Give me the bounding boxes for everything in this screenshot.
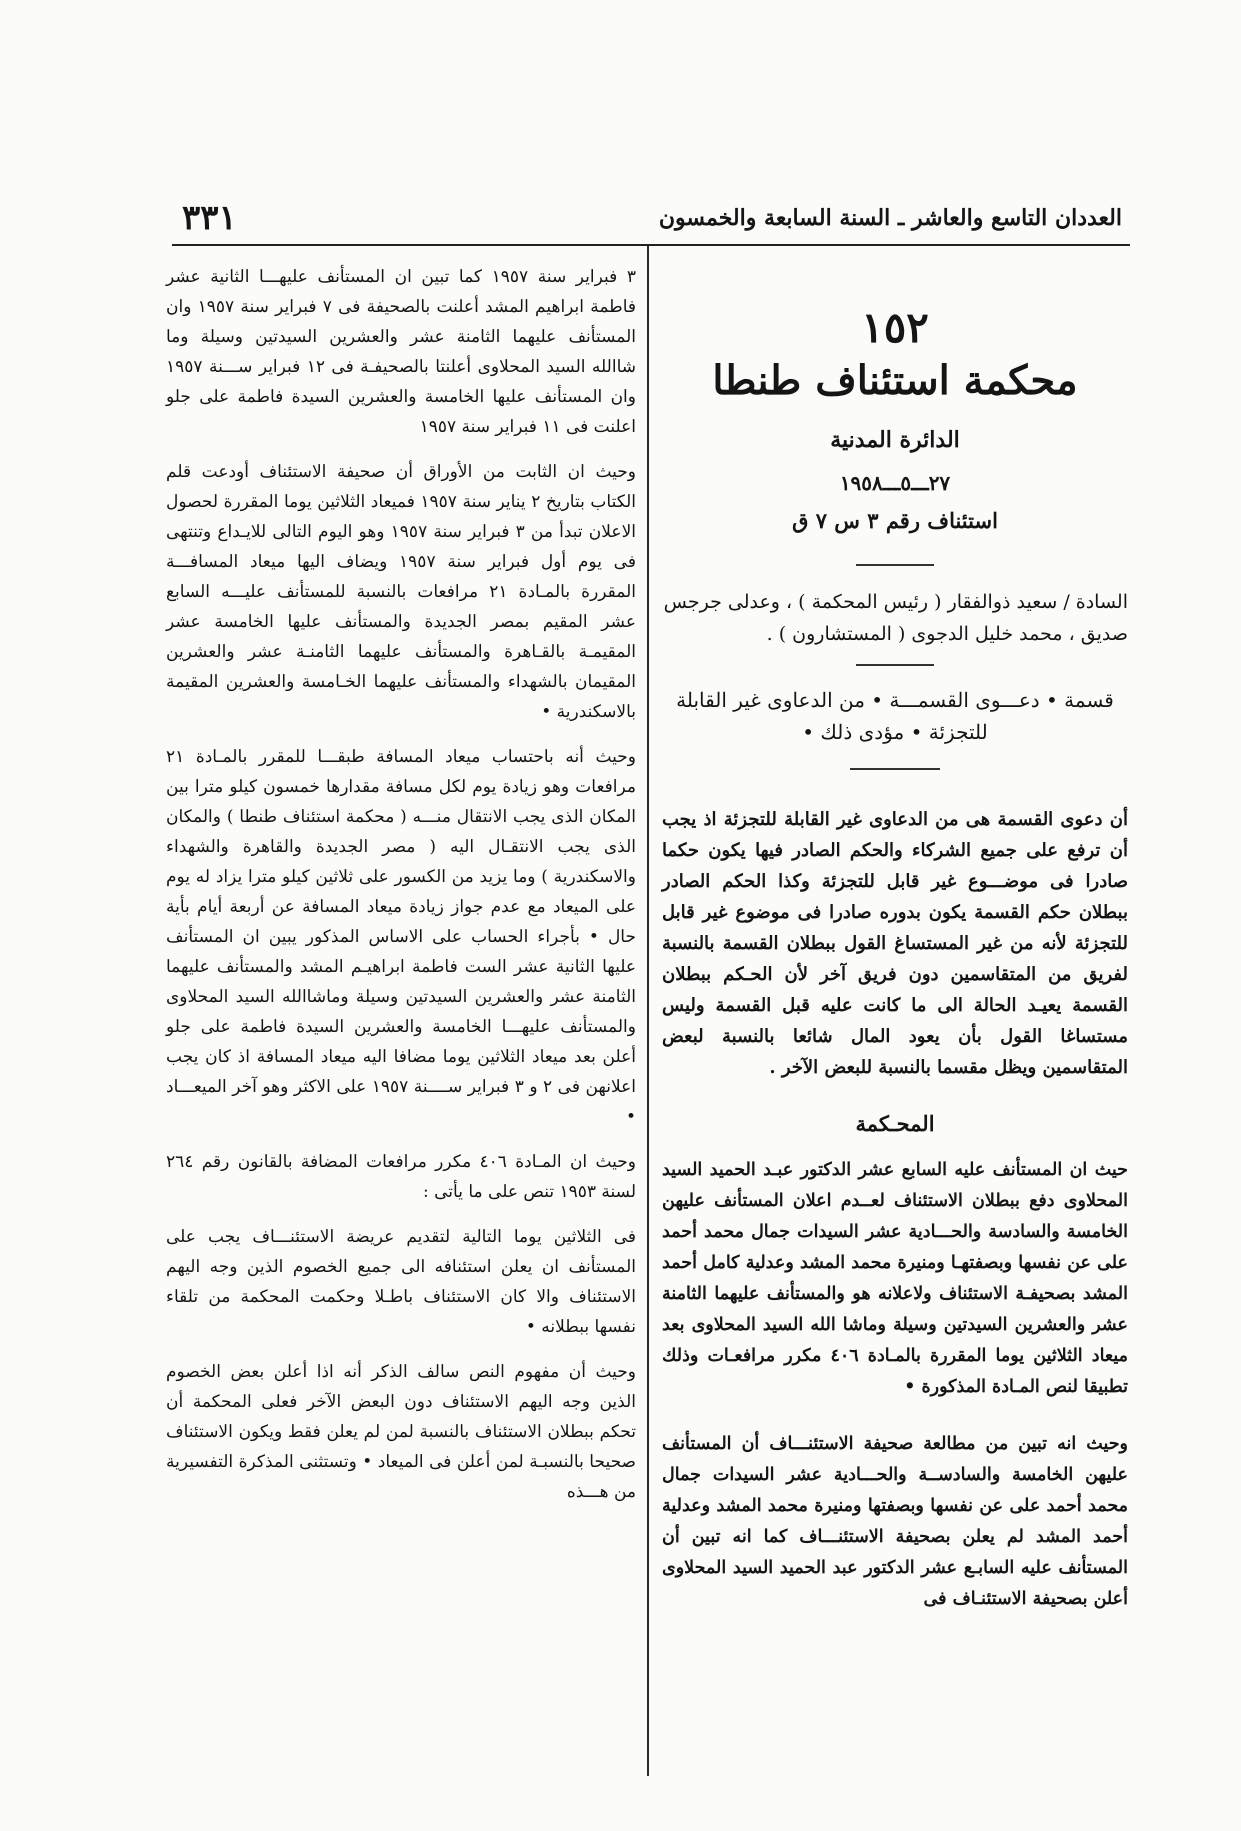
ruling-summary: قسمة • دعـــوى القسمـــة • من الدعاوى غير القابلة للتجزئة • مؤدى ذلك • xyxy=(676,688,1114,744)
body-paragraph: وحيث انه تبين من مطالعة صحيفة الاستئنـــاف أن المستأنف عليهن الخامسة والسادســة والحـــادية عشر السيدات جمال محمد أحمد على عن نفسها وبصفتها ومنيرة محمد المشد وعدلية أحمد المشد لم يعلن بصحيفة الاستئنـــاف كما انه تبين أن المستأنف عليه السابـع عشر الدكتور عبد الحميد السيد المحلاوى أعلن بصحيفة الاستئنـاف فى xyxy=(662,1434,1128,1609)
separator-rule xyxy=(856,564,934,566)
circuit-name: الدائرة المدنية xyxy=(830,427,960,453)
ruling-number: ١٥٢ xyxy=(861,303,929,352)
case-header xyxy=(662,302,1128,538)
running-title: العددان التاسع والعاشر ـ السنة السابعة والخمسون xyxy=(658,205,1122,231)
body-paragraph: وحيث ان الثابت من الأوراق أن صحيفة الاستئناف أودعت قلم الكتاب بتاريخ ٢ يناير سنة ١٩٥٧ فميعاد الثلاثين يوما المقررة لحصول الاعلان تبدأ من ٣ فبراير سنة ١٩٥٧ وهو اليوم التالى للايـداع وتنتهى فى يوم أول فبراير سنة ١٩٥٧ ويضاف اليها ميعاد المسافـــة المقررة بالمـادة ٢١ مرافعات بالنسبة للمستأنف عليـــه السابع عشر المقيم بمصر الجديدة والمستأنف عليها الخامسة عشر المقيمـة بالقـاهرة والمستأنف عليهما الثامنـة عشر والعشرين المقيمان بالشهداء والمستأنف عليهما الخـامسة والعشرين المقيمة بالاسكندرية • xyxy=(166,462,636,722)
header-rule xyxy=(172,244,1130,246)
legal-principle: أن دعوى القسمة هى من الدعاوى غير القابلة للتجزئة اذ يجب أن ترفع على جميع الشركاء والحكم الصادر فيها يكون حكما صادرا فى موضـــوع غير قابل للتجزئة وكذا الحكم الصادر ببطلان حكم القسمة يكون بدوره صادرا فى موضوع غير قابل للتجزئة لأنه من غير المستساغ القول ببطلان القسمة بالنسبة لفريق من المتقاسمين دون فريق آخر لأن الحـكم ببطلان القسمة يعيـد الحالة الى ما كانت عليه قبل القسمة وليس مستساغا القول بأن يعود المال شائعا بالنسبة لبعض المتقاسمين ويظل مقسما بالنسبة للبعض الآخر . xyxy=(662,809,1128,1078)
right-column xyxy=(662,262,1128,1630)
column-divider xyxy=(647,246,649,1776)
ruling-date: ٢٧ـــ٥ـــ١٩٥٨ xyxy=(839,471,951,495)
page-number: ٣٣١ xyxy=(182,198,237,238)
separator-rule xyxy=(850,768,940,770)
court-name: محكمة استئناف طنطا xyxy=(712,357,1078,404)
body-paragraph: حيث ان المستأنف عليه السابع عشر الدكتور عبـد الحميد السيد المحلاوى دفع ببطلان الاستئناف لعــدم اعلان المستأنف عليهن الخامسة والسادسة والحـــادية عشر السيدات جمال محمد أحمد على عن نفسها وبصفتهـا ومنيرة محمد المشد وعدلية كامل أحمد المشد بصحيفـة الاستئناف ولاعلانه هو والمستأنف عليهما الثامنة عشر والعشرين السيدتين وسيلة وماشا الله السيد المحلاوى بعد ميعاد الثلاثين يوما المقررة بالمـادة ٤٠٦ مكرر مرافعـات وذلك تطبيقا لنص المـادة المذكورة • xyxy=(662,1160,1129,1397)
section-title: المحـكمة xyxy=(855,1111,935,1136)
body-paragraph: وحيث أنه باحتساب ميعاد المسافة طبقـــا للمقرر بالمـادة ٢١ مرافعات وهو زيادة يوم لكل مسافة مقدارها خمسون كيلو مترا بين المكان الذى يجب الانتقال منـــه ( محكمة استئناف طنطا ) والمكان الذى يجب الانتقـال اليه ( مصر الجديدة والقاهرة والشهداء والاسكندرية ) وما يزيد من الكسور على ثلاثين كيلو مترا يزاد له يوم على الميعاد مع عدم جواز زيادة ميعاد المسافة عن أربعة أيام بأية حال • بأجراء الحساب على الاساس المذكور يبين ان المستأنف عليها الثانية عشر الست فاطمة ابراهيـم المشد والمستأنف عليهما الثامنة عشر والعشرين السيدتين وسيلة وماشاالله السيد المحلاوى والمستأنف عليهـــا الخامسة والعشرين السيدة فاطمة على جلو أعلن بعد ميعاد الثلاثين يوما مضافا اليه ميعاد المسافة اذ كان يجب اعلانهن فى ٢ و ٣ فبراير ســــنة ١٩٥٧ على الاكثر وهو آخر الميعـــاد • xyxy=(166,747,636,1127)
judges-panel: السادة / سعيد ذوالفقار ( رئيس المحكمة ) ، وعدلى جرجس صديق ، محمد خليل الدجوى ( المستشارون ) . xyxy=(663,591,1128,645)
body-paragraph: ٣ فبراير سنة ١٩٥٧ كما تبين ان المستأنف عليهـــا الثانية عشر فاطمة ابراهيم المشد أعلنت بالصحيفة فى ٧ فبراير سنة ١٩٥٧ وان المستأنف عليهما الثامنة عشر والعشرين السيدتين وسيلة وما شاالله السيد المحلاوى أعلنتا بالصحيفـة فى ١٢ فبراير ســـنة ١٩٥٧ وان المستأنف عليها الخامسة والعشرين السيدة فاطمة على جلو اعلنت فى ١١ فبراير سنة ١٩٥٧ xyxy=(166,267,636,437)
appeal-number: استئناف رقم ٣ س ٧ ق xyxy=(792,508,998,533)
quoted-article: فى الثلاثين يوما التالية لتقديم عريضة الاستئنـــاف يجب على المستأنف ان يعلن استئنافه الى جميع الخصوم الذين وجه اليهم الاستئناف والا كان الاستئناف باطـلا وحكمت المحكمة من تلقاء نفسها ببطلانه • xyxy=(166,1227,636,1337)
body-paragraph: وحيث أن مفهوم النص سالف الذكر أنه اذا أعلن بعض الخصوم الذين وجه اليهم الاستئناف دون البعض الآخر فعلى المحكمة أن تحكم ببطلان الاستئناف بالنسبة لمن لم يعلن فقط ويكون الاستئناف صحيحا بالنسبـة لمن أعلن فى الميعاد • وتستثنى المذكرة التفسيرية من هـــذه xyxy=(166,1362,636,1502)
left-column xyxy=(166,262,636,1522)
body-paragraph: وحيث ان المـادة ٤٠٦ مكرر مرافعات المضافة بالقانون رقم ٢٦٤ لسنة ١٩٥٣ تنص على ما يأتى : xyxy=(166,1152,637,1202)
separator-rule xyxy=(856,664,934,666)
page-header xyxy=(182,196,1122,240)
